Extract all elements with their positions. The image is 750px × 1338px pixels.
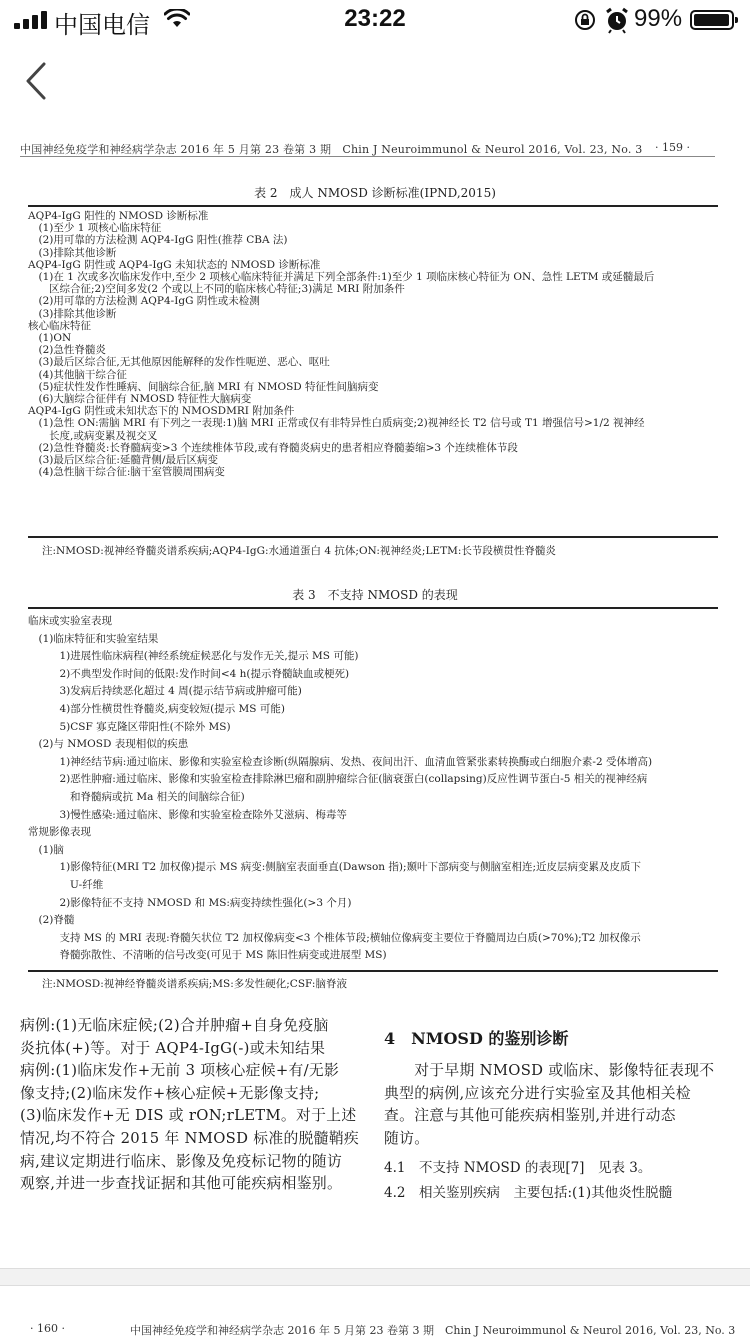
battery-icon bbox=[690, 10, 734, 30]
table3-top-rule bbox=[28, 607, 718, 609]
body-line: 病例:(1)临床发作+无前 3 项核心症候+有/无影 bbox=[20, 1062, 340, 1080]
table-row: (2)与 NMOSD 表现相似的疾患 bbox=[28, 738, 189, 751]
table-row: (1)至少 1 项核心临床特征 bbox=[28, 222, 162, 235]
table2-body bbox=[28, 210, 654, 478]
table2-top-rule bbox=[28, 205, 718, 207]
table3-note: 注:NMOSD:视神经脊髓炎谱系疾病;MS:多发性硬化;CSF:脑脊液 bbox=[42, 978, 347, 990]
table2-bottom-rule bbox=[28, 536, 718, 538]
body-line: 对于早期 NMOSD 或临床、影像特征表现不 bbox=[384, 1062, 715, 1079]
table-row: (2)急性脊髓炎 bbox=[28, 344, 106, 357]
body-line: 像支持;(2)临床发作+核心症候+无影像支持; bbox=[20, 1084, 320, 1102]
body-line: 随访。 bbox=[384, 1129, 430, 1147]
body-left-column bbox=[20, 1015, 370, 1196]
orientation-lock-icon bbox=[573, 8, 597, 32]
page-separator bbox=[0, 1268, 750, 1286]
table-row: 核心临床特征 bbox=[28, 319, 91, 332]
next-page-journal-header: 中国神经免疫学和神经病学杂志 2016 年 5 月第 23 卷第 3 期 Chin J Neuroimmunol & Neurol 2016, Vol. 23, No. 3 bbox=[130, 1324, 736, 1337]
header-rule bbox=[20, 156, 715, 157]
table-row: 5)CSF 寡克隆区带阳性(不除外 MS) bbox=[28, 720, 231, 733]
table-row: AQP4-IgG 阴性或 AQP4-IgG 未知状态的 NMOSD 诊断标准 bbox=[28, 258, 321, 271]
table-row: (2)用可靠的方法检测 AQP4-IgG 阴性或未检测 bbox=[28, 295, 260, 308]
alarm-icon bbox=[604, 6, 630, 34]
table-row: 和脊髓病或抗 Ma 相关的间脑综合征) bbox=[28, 790, 245, 803]
table3-body bbox=[28, 613, 652, 965]
back-button[interactable] bbox=[14, 58, 58, 104]
table-row: 支持 MS 的 MRI 表现:脊髓矢状位 T2 加权像病变<3 个椎体节段;横轴位像病变主要位于脊髓周边白质(>70%);T2 加权像示 bbox=[28, 931, 641, 944]
table-row: 1)进展性临床病程(神经系统症候恶化与发作无关,提示 MS 可能) bbox=[28, 650, 359, 663]
table-row: (1)急性 ON:需脑 MRI 有下列之一表现:1)脑 MRI 正常或仅有非特异性白质病变;2)视神经长 T2 信号或 T1 增强信号>1/2 视神经 bbox=[28, 417, 645, 430]
table2-caption: 表 2 成人 NMOSD 诊断标准(IPND,2015) bbox=[254, 186, 496, 200]
body-line: 观察,并进一步查找证据和其他可能疾病相鉴别。 bbox=[20, 1175, 343, 1193]
table-row: (5)症状性发作性睡病、间脑综合征,脑 MRI 有 NMOSD 特征性间脑病变 bbox=[28, 380, 379, 393]
body-line: 查。注意与其他可能疾病相鉴别,并进行动态 bbox=[384, 1107, 676, 1125]
table-row: 常规影像表现 bbox=[28, 826, 91, 839]
table-row: 1)神经结节病:通过临床、影像和实验室检查诊断(纵隔腺病、发热、夜间出汗、血清血管紧张素转换酶或白细胞介素-2 受体增高) bbox=[28, 755, 653, 768]
journal-header: 中国神经免疫学和神经病学杂志 2016 年 5 月第 23 卷第 3 期 Chin J Neuroimmunol & Neurol 2016, Vol. 23, No. 3 bbox=[20, 143, 643, 156]
battery-percentage: 99% bbox=[634, 5, 683, 32]
table-row: (4)急性脑干综合征:脑干室管膜周围病变 bbox=[28, 466, 225, 479]
table-row: 1)影像特征(MRI T2 加权像)提示 MS 病变:侧脑室表面垂直(Dawson 指);颞叶下部病变与侧脑室相连;近皮层病变累及皮质下 bbox=[28, 861, 642, 874]
table-row: (2)脊髓 bbox=[28, 914, 75, 927]
subsection-4-1: 4.1 不支持 NMOSD 的表现[7] 见表 3。 bbox=[384, 1160, 652, 1176]
table-row: (2)急性脊髓炎:长脊髓病变>3 个连续椎体节段,或有脊髓炎病史的患者相应脊髓萎缩>3 个连续椎体节段 bbox=[28, 441, 518, 454]
subsection-4-2: 4.2 相关鉴别疾病 主要包括:(1)其他炎性脱髓 bbox=[384, 1185, 673, 1201]
body-line: 病例:(1)无临床症候;(2)合并肿瘤+自身免疫脑 bbox=[20, 1017, 329, 1034]
status-time: 23:22 bbox=[344, 5, 406, 32]
table-row: 2)恶性肿瘤:通过临床、影像和实验室检查排除淋巴瘤和副肿瘤综合征(脑衰蛋白(collapsing)反应性调节蛋白-5 相关的视神经病 bbox=[28, 773, 648, 786]
table-row: (3)排除其他诊断 bbox=[28, 307, 117, 320]
body-line: 病,建议定期进行临床、影像及免疫标记物的随访 bbox=[20, 1152, 343, 1170]
table-row: (2)用可靠的方法检测 AQP4-IgG 阳性(推荐 CBA 法) bbox=[28, 234, 288, 247]
body-line: 情况,均不符合 2015 年 NMOSD 标准的脱髓鞘疾 bbox=[20, 1129, 359, 1147]
table-row: AQP4-IgG 阴性或未知状态下的 NMOSDMRI 附加条件 bbox=[28, 405, 295, 418]
page-number: · 159 · bbox=[655, 141, 690, 154]
table-row: AQP4-IgG 阳性的 NMOSD 诊断标准 bbox=[28, 210, 209, 222]
table3-caption: 表 3 不支持 NMOSD 的表现 bbox=[292, 588, 458, 602]
table-row: U-纤维 bbox=[28, 878, 104, 891]
table-row: 区综合征;2)空间多发(2 个或以上不同的临床核心特征;3)满足 MRI 附加条件 bbox=[28, 283, 405, 296]
table-row: (1)在 1 次或多次临床发作中,至少 2 项核心临床特征并满足下列全部条件:1)至少 1 项临床核心特征为 ON、急性 LETM 或延髓最后 bbox=[28, 271, 655, 284]
table-row: 2)影像特征不支持 NMOSD 和 MS:病变持续性强化(>3 个月) bbox=[28, 896, 352, 909]
table3-bottom-rule bbox=[28, 970, 718, 972]
table-row: 3)发病后持续恶化超过 4 周(提示结节病或肿瘤可能) bbox=[28, 685, 302, 698]
status-bar bbox=[0, 0, 750, 40]
carrier-name: 中国电信 bbox=[54, 11, 150, 39]
table-row: (1)ON bbox=[28, 332, 72, 345]
table-row: 临床或实验室表现 bbox=[28, 615, 112, 627]
chevron-left-icon bbox=[14, 58, 58, 104]
body-right-column bbox=[384, 1060, 729, 1150]
table-row: (1)脑 bbox=[28, 843, 64, 856]
next-page-number: · 160 · bbox=[30, 1322, 65, 1335]
body-line: (3)临床发作+无 DIS 或 rON;rLETM。对于上述 bbox=[20, 1107, 357, 1125]
table-row: 4)部分性横贯性脊髓炎,病变较短(提示 MS 可能) bbox=[28, 702, 285, 715]
table-row: 3)慢性感染:通过临床、影像和实验室检查除外艾滋病、梅毒等 bbox=[28, 808, 347, 821]
table-row: (1)临床特征和实验室结果 bbox=[28, 632, 159, 645]
table-row: (4)其他脑干综合征 bbox=[28, 368, 127, 381]
body-line: 典型的病例,应该充分进行实验室及其他相关检 bbox=[384, 1084, 691, 1102]
table2-note: 注:NMOSD:视神经脊髓炎谱系疾病;AQP4-IgG:水通道蛋白 4 抗体;ON:视神经炎;LETM:长节段横贯性脊髓炎 bbox=[42, 545, 556, 557]
table-row: 脊髓弥散性、不清晰的信号改变(可见于 MS 陈旧性病变或进展型 MS) bbox=[28, 949, 387, 962]
section-title: 4 NMOSD 的鉴别诊断 bbox=[384, 1029, 569, 1048]
table-row: (3)排除其他诊断 bbox=[28, 246, 117, 259]
table-row: (3)最后区综合征:延髓背侧/最后区病变 bbox=[28, 454, 218, 467]
table-row: 长度,或病变累及视交叉 bbox=[28, 429, 158, 442]
body-line: 炎抗体(+)等。对于 AQP4-IgG(-)或未知结果 bbox=[20, 1039, 326, 1057]
table-row: 2)不典型发作时间的低限:发作时间<4 h(提示脊髓缺血或梗死) bbox=[28, 667, 350, 680]
table-row: (3)最后区综合征,无其他原因能解释的发作性呃逆、恶心、呕吐 bbox=[28, 356, 330, 369]
table-row: (6)大脑综合征伴有 NMOSD 特征性大脑病变 bbox=[28, 393, 252, 406]
